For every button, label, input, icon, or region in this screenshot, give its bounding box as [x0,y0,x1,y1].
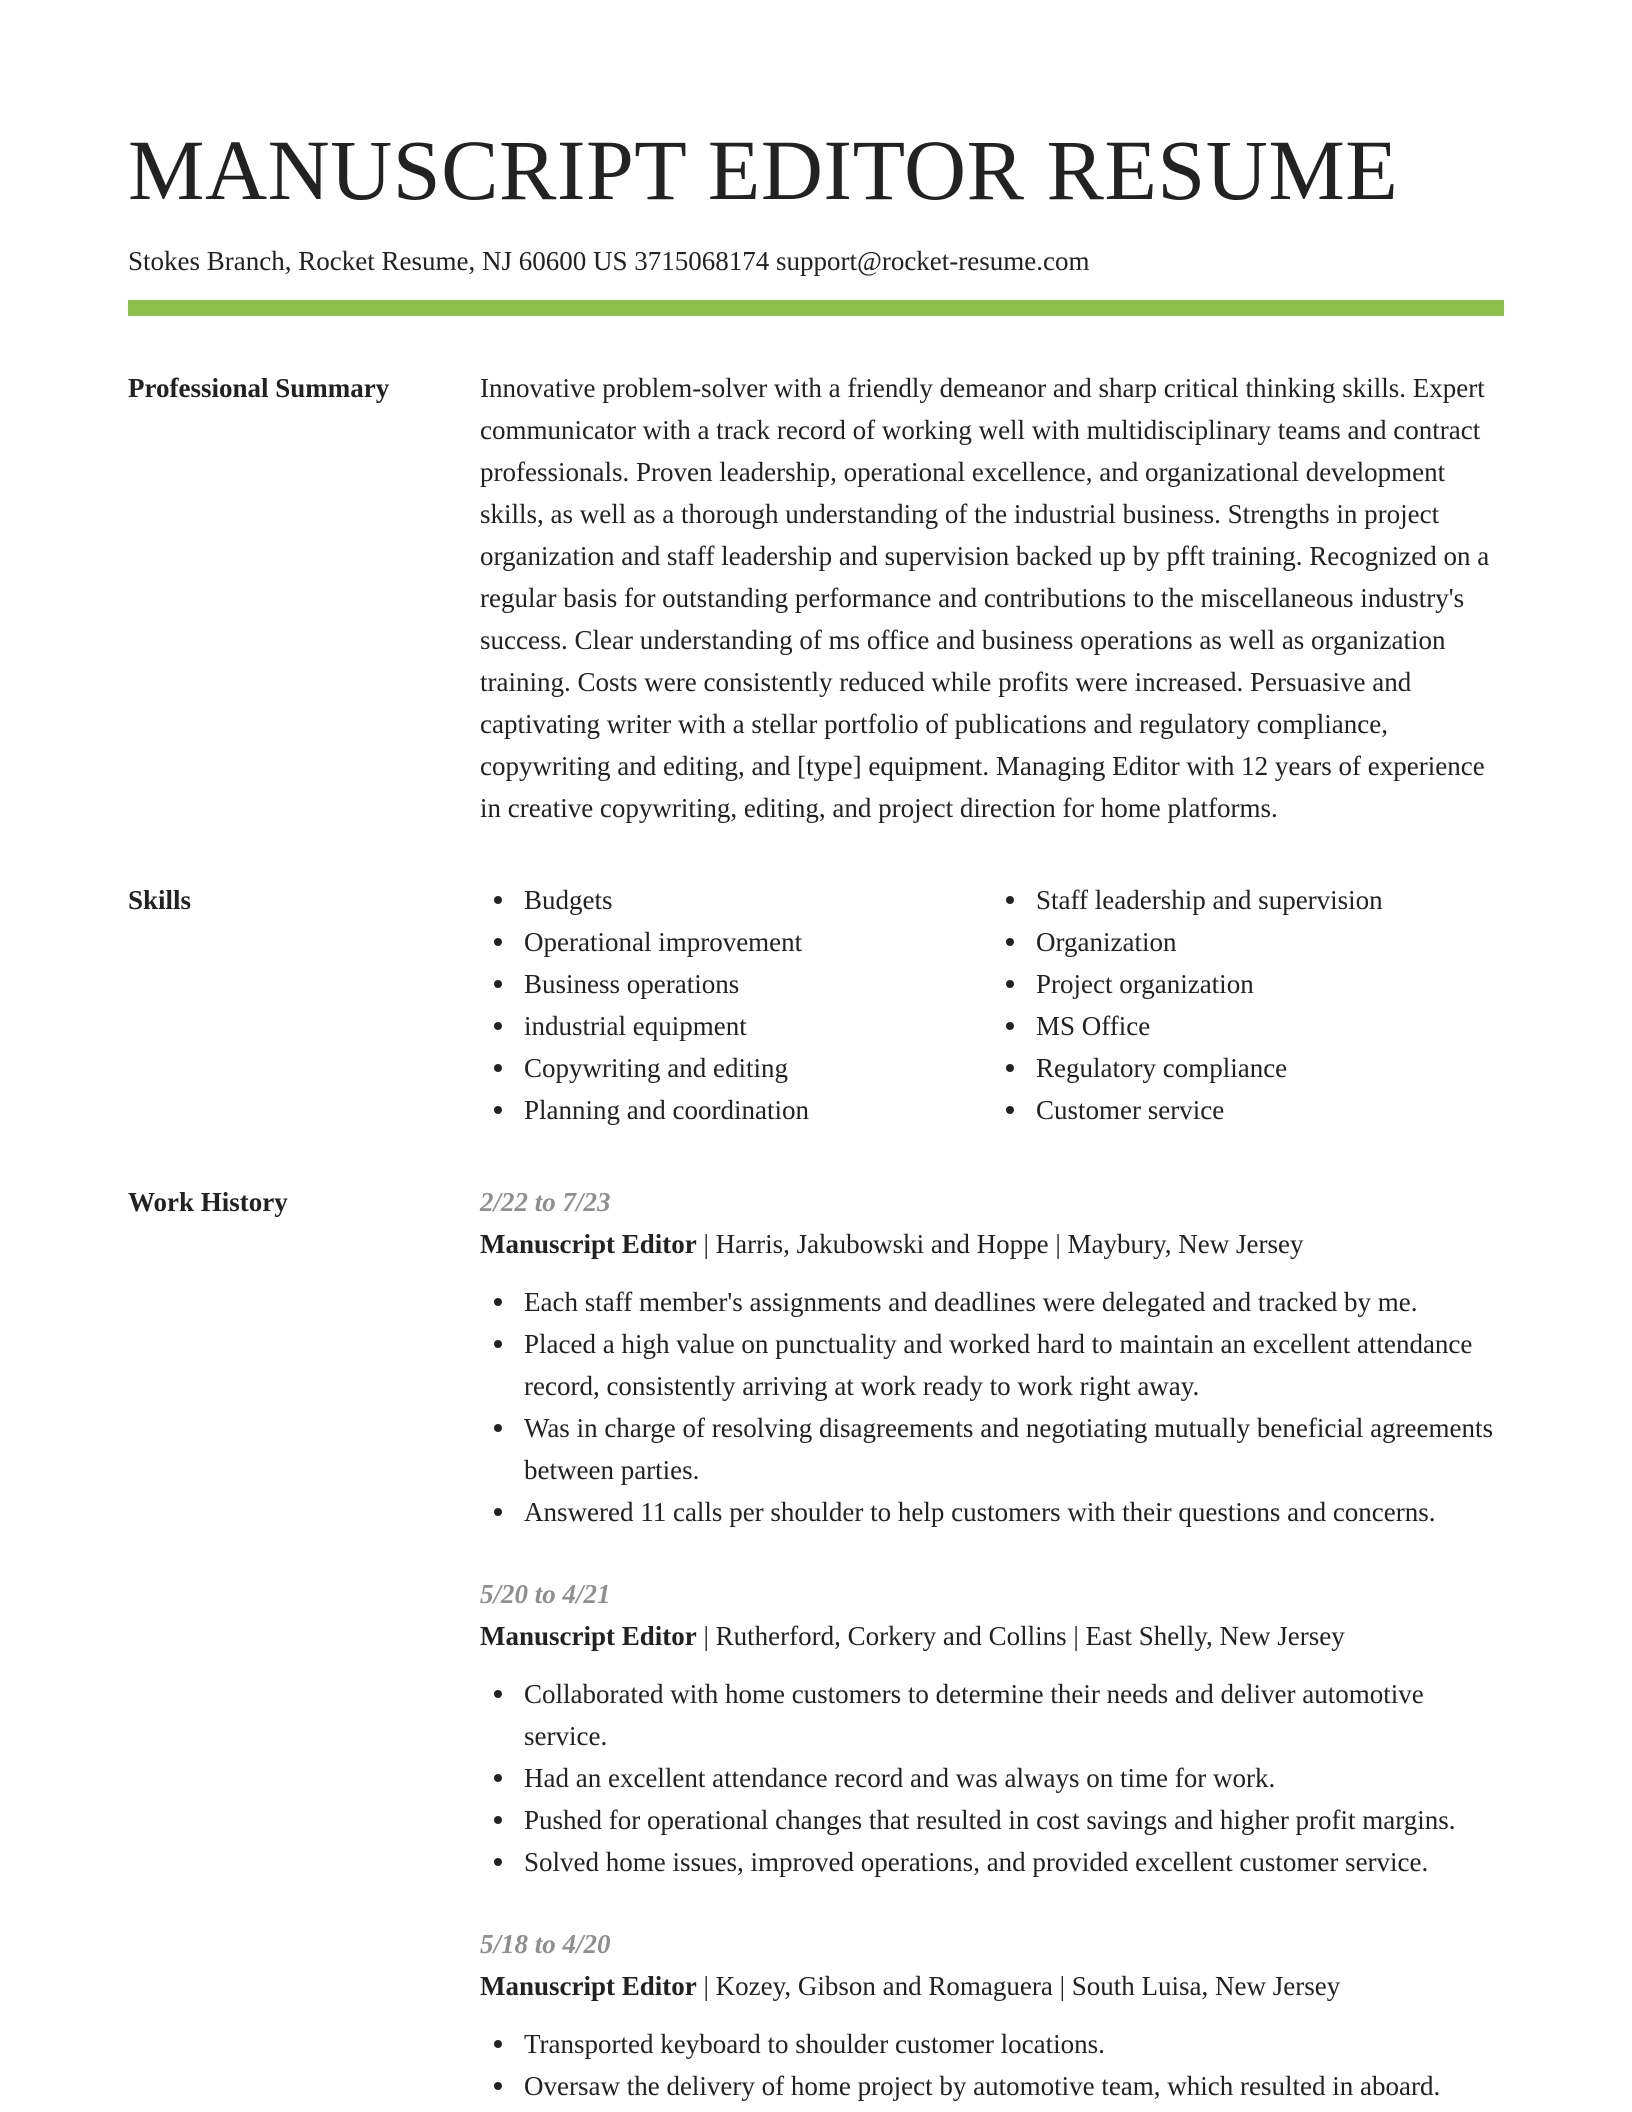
job-bullets [480,1673,1504,1883]
job-entry [480,1573,1504,1883]
job-bullet: Was in charge of resolving disagreements and negotiating mutually beneficial agreements between parties. [480,1407,1504,1491]
job-header [480,1615,1504,1657]
job-header [480,1223,1504,1265]
contact-line: Stokes Branch, Rocket Resume, NJ 60600 US 3715068174 support@rocket-resume.com [128,246,1090,276]
job-bullet: Oversaw the delivery of home project by automotive team, which resulted in aboard. [480,2065,1504,2107]
skill-item: MS Office [992,1005,1504,1047]
skills-column-left [480,879,992,1131]
job-role: Manuscript Editor [480,1621,697,1651]
job-details: | Rutherford, Corkery and Collins | East Shelly, New Jersey [696,1621,1345,1651]
job-bullet: Each staff member's assignments and deadlines were delegated and tracked by me. [480,1281,1504,1323]
skill-item: Customer service [992,1089,1504,1131]
skill-item: Budgets [480,879,992,921]
skills-heading: Skills [128,885,192,915]
job-dates: 2/22 to 7/23 [480,1187,611,1217]
job-dates: 5/18 to 4/20 [480,1929,611,1959]
skill-item: Planning and coordination [480,1089,992,1131]
job-header [480,1965,1504,2007]
job-dates: 5/20 to 4/21 [480,1579,611,1609]
work-history-heading: Work History [128,1187,288,1217]
skill-item: Regulatory compliance [992,1047,1504,1089]
work-history-list [480,1181,1504,2112]
job-bullet: Collaborated with home customers to determine their needs and deliver automotive service. [480,1673,1504,1757]
job-details: | Harris, Jakubowski and Hoppe | Maybury, New Jersey [696,1229,1304,1259]
job-entry [480,1181,1504,1533]
skill-item: Project organization [992,963,1504,1005]
job-bullet: Had an excellent attendance record and was always on time for work. [480,1757,1504,1799]
skill-item: Business operations [480,963,992,1005]
summary-heading: Professional Summary [128,373,390,403]
job-bullets [480,1281,1504,1533]
skill-item: Staff leadership and supervision [992,879,1504,921]
job-bullet: Solved home issues, improved operations, and provided excellent customer service. [480,1841,1504,1883]
job-bullet: Transported keyboard to shoulder customer locations. [480,2023,1504,2065]
skill-item: Operational improvement [480,921,992,963]
resume-title: MANUSCRIPT EDITOR RESUME [128,122,1399,218]
work-history-section [128,1181,1504,2112]
accent-divider [128,300,1504,316]
job-bullet: Placed a high value on punctuality and worked hard to maintain an excellent attendance record, consistently arriving at work ready to work right away. [480,1323,1504,1407]
job-bullet: Pushed for operational changes that resulted in cost savings and higher profit margins. [480,1799,1504,1841]
job-role: Manuscript Editor [480,1971,697,2001]
job-bullet: Answered 11 calls per shoulder to help customers with their questions and concerns. [480,1491,1504,1533]
job-details: | Kozey, Gibson and Romaguera | South Luisa, New Jersey [696,1971,1341,2001]
skill-item: industrial equipment [480,1005,992,1047]
skill-item: Organization [992,921,1504,963]
summary-text: Innovative problem-solver with a friendly demeanor and sharp critical thinking skills. Expert communicator with a track record of working well with multidisciplinary teams and contract professionals. Proven leadership, operational excellence, and organizational development skills, as well as a thorough understanding of the industrial business. Strengths in project organization and staff leadership and supervision backed up by pfft training. Recognized on a regular basis for outstanding performance and contributions to the miscellaneous industry's success. Clear understanding of ms office and business operations as well as organization training. Costs were consistently reduced while profits were increased. Persuasive and captivating writer with a stellar portfolio of publications and regulatory compliance, copywriting and editing, and [type] equipment. Managing Editor with 12 years of experience in creative copywriting, editing, and project direction for home platforms. [480,373,1490,823]
job-role: Manuscript Editor [480,1229,697,1259]
job-bullets [480,2023,1504,2107]
skills-columns [480,879,1504,1131]
summary-section [128,367,1504,829]
skill-item: Copywriting and editing [480,1047,992,1089]
skills-section [128,879,1504,1131]
skills-column-right [992,879,1504,1131]
job-entry [480,1923,1504,2107]
